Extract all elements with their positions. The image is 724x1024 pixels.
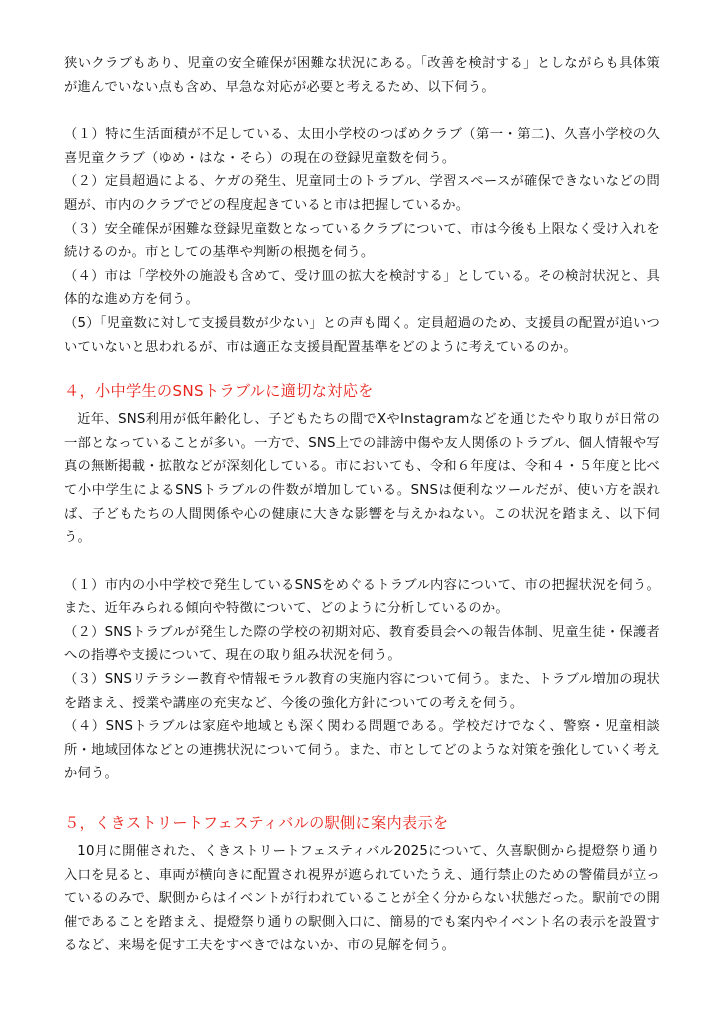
- spacer: [64, 359, 660, 378]
- intro-paragraph: 狭いクラブもあり、児童の安全確保が困難な状況にある。「改善を検討する」としながらも具体策が進んでいない点も含め、早急な対応が必要と考えるため、以下伺う。: [64, 56, 660, 95]
- question-item: （１）市内の小中学校で発生しているSNSをめぐるトラブル内容について、市の把握状況を伺う。また、近年みられる傾向や特徴について、どのように分析しているのか。: [64, 577, 660, 617]
- question-list-sns: [64, 574, 660, 786]
- question-item: （３）SNSリテラシー教育や情報モラル教育の実施内容について伺う。また、トラブル増加の現状を踏まえ、授業や講座の充実など、今後の強化方針についての考えを伺う。: [64, 672, 660, 711]
- spacer: [64, 550, 660, 574]
- section-body-sns: 近年、SNS利用が低年齢化し、子どもたちの間でXやInstagramなどを通じたやり取りが日常の一部となっていることが多い。一方で、SNS上での誹謗中傷や友人関係のトラブル、個人情報や写真の無断掲載・拡散などが深刻化している。市においても、令和６年度は、令和４・５年度と比べて小中学生によるSNSトラブルの件数が増加している。SNSは便利なツールだが、使い方を誤れば、子どもたちの人間関係や心の健康に大きな影響を与えかねない。この状況を踏まえ、以下伺う。: [64, 412, 660, 546]
- spacer: [64, 99, 660, 123]
- question-item: （２）SNSトラブルが発生した際の学校の初期対応、教育委員会への報告体制、児童生徒・保護者への指導や支援について、現在の取り組み状況を伺う。: [64, 624, 660, 664]
- question-item: （４）SNSトラブルは家庭や地域とも深く関わる問題である。学校だけでなく、警察・児童相談所・地域団体などとの連携状況について伺う。また、市としてどのような対策を強化していく考えか伺う。: [64, 719, 660, 782]
- section-heading-sns: ４，小中学生のSNSトラブルに適切な対応を: [64, 382, 374, 401]
- section-body-festival: 10月に開催された、くきストリートフェスティバル2025について、久喜駅側から提燈祭り通り入口を見ると、車両が横向きに配置され視界が遮られていたうえ、通行禁止のための警備員が立っているのみで、駅側からはイベントが行われていることが全く分からない状態だった。駅前での開催であることを踏まえ、提燈祭り通りの駅側入口に、簡易的でも案内やイベント名の表示を設置するなど、来場を促す工夫をすべきではないか、市の見解を伺う。: [64, 844, 660, 954]
- question-item: （４）市は「学校外の施設も含めて、受け皿の拡大を検討する」としている。その検討状況と、具体的な進め方を伺う。: [64, 268, 660, 308]
- question-item: （２）定員超過による、ケガの発生、児童同士のトラブル、学習スペースが確保できないなどの問題が、市内のクラブでどの程度起きていると市は把握しているか。: [64, 174, 660, 213]
- question-item: （5）「児童数に対して支援員数が少ない」との声も聞く。定員超過のため、支援員の配置が追いついていないと思われるが、市は適正な支援員配置基準をどのように考えているのか。: [64, 315, 660, 355]
- section-heading-festival: ５，くきストリートフェスティバルの駅側に案内表示を: [64, 814, 449, 833]
- question-list-childcare: [64, 123, 660, 359]
- spacer: [64, 786, 660, 810]
- question-item: （３）安全確保が困難な登録児童数となっているクラブについて、市は今後も上限なく受け入れを続けるのか。市としての基準や判断の根拠を伺う。: [64, 221, 660, 261]
- question-item: （１）特に生活面積が不足している、太田小学校のつばめクラブ（第一・第二)、久喜小学校の久喜児童クラブ（ゆめ・はな・そら）の現在の登録児童数を伺う。: [64, 127, 660, 166]
